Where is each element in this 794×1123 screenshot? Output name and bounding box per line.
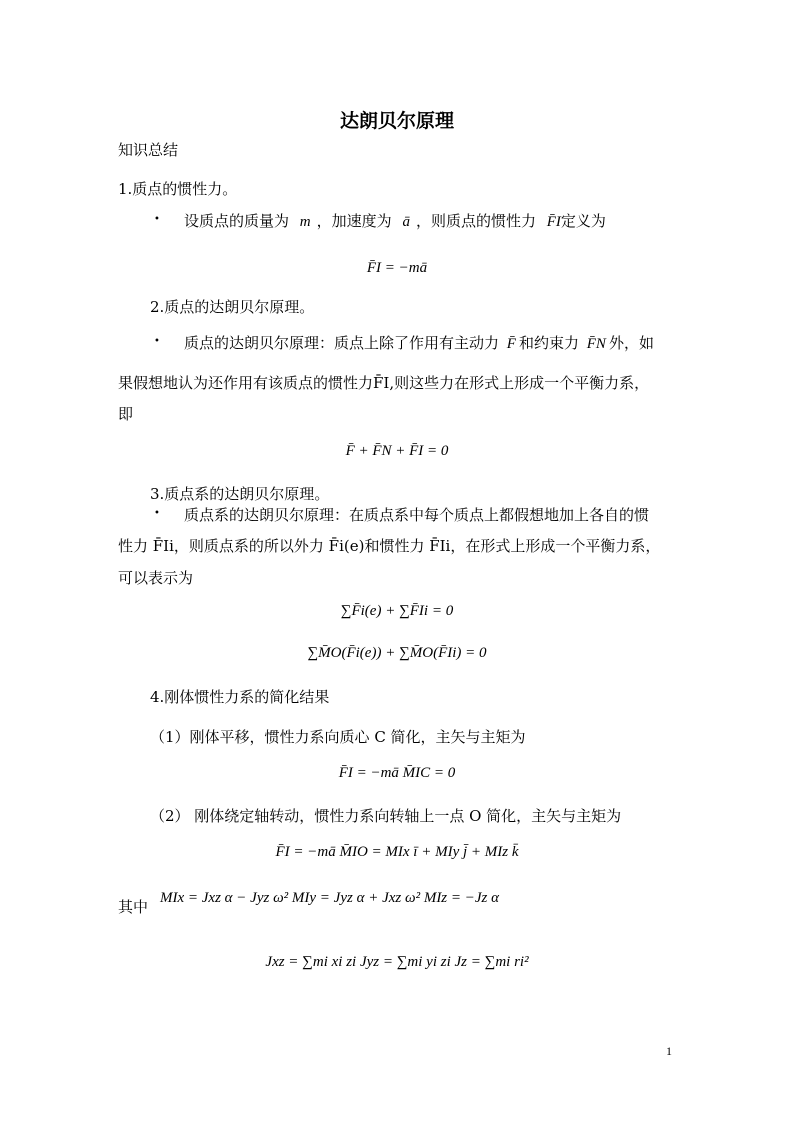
section-3-line-1: 质点系的达朗贝尔原理：在质点系中每个质点上都假想地加上各自的惯 xyxy=(184,506,650,524)
section-1-heading: 1.质点的惯性力。 xyxy=(118,180,238,198)
section-3-line-3: 可以表示为 xyxy=(118,569,194,587)
text-b: ，加速度为 xyxy=(316,212,392,230)
text-d: 定义为 xyxy=(560,212,606,230)
equation-3b: ∑M̄O(F̄i(e)) + ∑M̄O(F̄Ii) = 0 xyxy=(307,645,487,661)
section-4-heading: 4.刚体惯性力系的简化结果 xyxy=(150,688,330,706)
text-a: 设质点的质量为 xyxy=(184,212,290,230)
equation-1: F̄I = −mā xyxy=(366,260,428,276)
section-1-text xyxy=(184,210,606,231)
section-2-line-2: 果假想地认为还作用有该质点的惯性力F̄I,则这些力在形式上形成一个平衡力系， xyxy=(118,374,650,392)
section-2-line-3: 即 xyxy=(118,405,134,423)
text-b: 和约束力 xyxy=(518,334,579,352)
constraint-force-symbol: F̄N xyxy=(586,336,606,352)
section-3-heading: 3.质点系的达朗贝尔原理。 xyxy=(150,485,330,503)
equation-4b: F̄I = −mā M̄IO = MIx ī + MIy j̄ + MIz k̄ xyxy=(275,844,519,860)
text-c: 外，如 xyxy=(608,334,654,352)
equation-3a: ∑F̄i(e) + ∑F̄Ii = 0 xyxy=(340,603,454,619)
bullet-icon: • xyxy=(154,214,160,225)
text-c: ，则质点的惯性力 xyxy=(415,212,536,230)
active-force-symbol: F̄ xyxy=(506,336,516,352)
equation-4c: MIx = Jxz α − Jyz ω² MIy = Jyz α + Jxz ω² MIz = −Jz α xyxy=(160,890,500,906)
text-a: 质点的达朗贝尔原理：质点上除了作用有主动力 xyxy=(184,334,500,352)
section-4-item-2: （2） 刚体绕定轴转动，惯性力系向转轴上一点 O 简化，主矢与主矩为 xyxy=(150,807,622,825)
summary-heading: 知识总结 xyxy=(118,141,179,159)
inertia-force-symbol: F̄I xyxy=(546,214,561,230)
where-label: 其中 xyxy=(118,898,149,916)
page-number: 1 xyxy=(666,1044,672,1058)
bullet-icon: • xyxy=(154,336,160,347)
equation-4d: Jxz = ∑mi xi zi Jyz = ∑mi yi zi Jz = ∑mi ri² xyxy=(265,954,529,970)
acceleration-symbol: ā xyxy=(402,214,410,230)
section-3-line-2: 性力 F̄Ii，则质点系的所以外力 F̄i(e)和惯性力 F̄Ii，在形式上形成一个平衡力系， xyxy=(118,537,661,555)
section-4-item-1: （1）刚体平移，惯性力系向质心 C 简化，主矢与主矩为 xyxy=(150,728,526,746)
bullet-icon: • xyxy=(154,508,160,519)
section-2-heading: 2.质点的达朗贝尔原理。 xyxy=(150,298,315,316)
equation-4a: F̄I = −mā M̄IC = 0 xyxy=(338,765,456,781)
equation-2: F̄ + F̄N + F̄I = 0 xyxy=(345,443,449,459)
mass-symbol: m xyxy=(299,214,311,230)
section-2-text xyxy=(184,332,654,353)
page-title: 达朗贝尔原理 xyxy=(339,110,454,132)
